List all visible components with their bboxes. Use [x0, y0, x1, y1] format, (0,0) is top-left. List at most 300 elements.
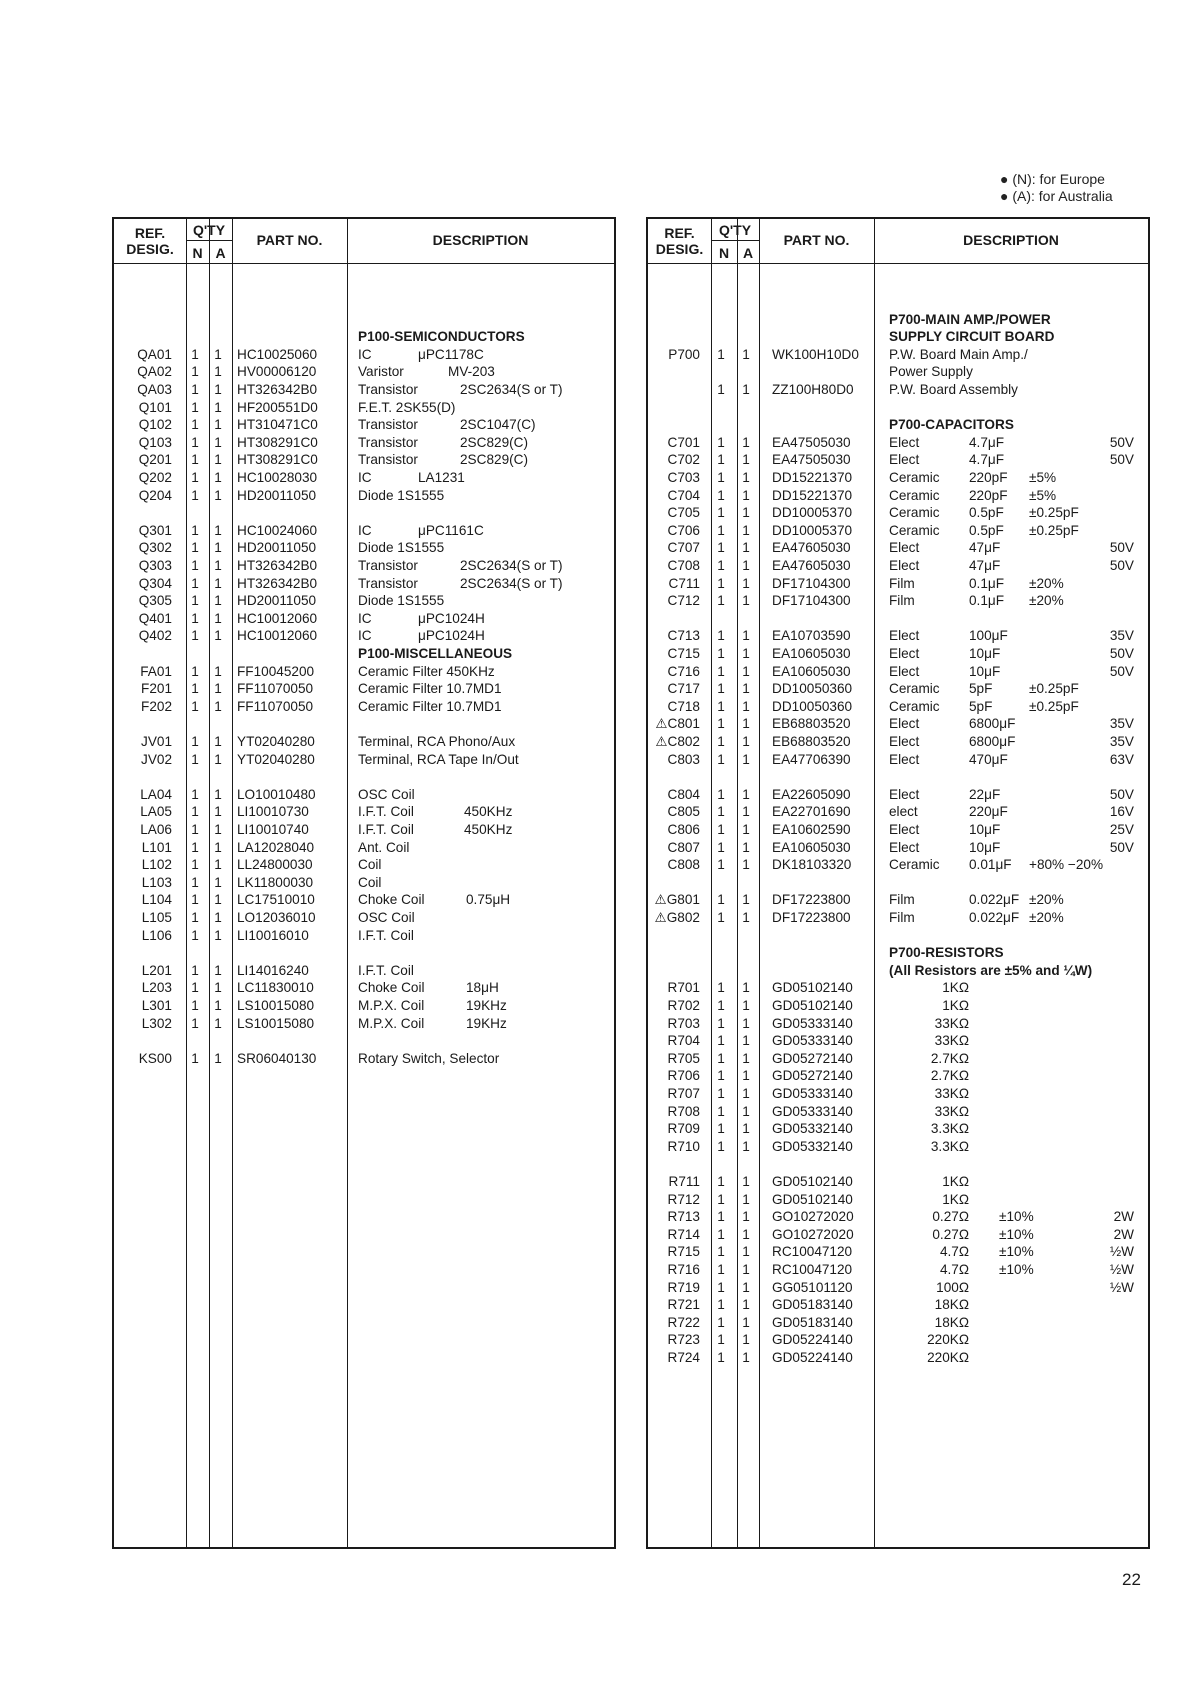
qty-a: 1 — [214, 470, 222, 485]
table-row — [114, 346, 614, 364]
description-part: 220KΩ — [927, 1350, 969, 1365]
description-part: ±20% — [1029, 910, 1064, 925]
section-heading — [648, 944, 1148, 962]
ref-designator: R701 — [667, 980, 700, 996]
section-title: SUPPLY CIRCUIT BOARD — [889, 329, 1055, 345]
qty-a: 1 — [742, 382, 750, 397]
description-part: ½W — [1109, 1262, 1134, 1277]
description-part: Diode 1S1555 — [358, 593, 445, 609]
qty-n: 1 — [191, 734, 199, 749]
ref-designator: R711 — [668, 1174, 700, 1189]
qty-a: 1 — [742, 839, 750, 855]
table-row — [648, 1226, 1148, 1244]
ref-designator: C705 — [667, 505, 700, 521]
qty-a: 1 — [742, 751, 750, 767]
qty-a: 1 — [742, 452, 750, 468]
ref-designator: L103 — [141, 874, 172, 890]
part-number: EA47706390 — [772, 751, 851, 767]
table-row — [648, 557, 1148, 575]
table-row — [648, 751, 1148, 769]
part-number: GD05333140 — [772, 1086, 853, 1101]
qty-n: 1 — [191, 698, 199, 714]
table-row — [648, 909, 1148, 927]
ref-designator: R702 — [667, 998, 700, 1013]
qty-n: 1 — [191, 1015, 199, 1031]
qty-a: 1 — [742, 346, 750, 362]
part-number: GD05333140 — [772, 1015, 853, 1031]
description-part: Ceramic — [889, 470, 940, 485]
table-row — [114, 451, 614, 469]
ref-designator: KS00 — [138, 1050, 172, 1066]
qty-n: 1 — [191, 593, 199, 609]
qty-n: 1 — [717, 1244, 725, 1260]
qty-n: 1 — [191, 927, 199, 943]
qty-a: 1 — [214, 346, 222, 362]
table-row — [114, 803, 614, 821]
part-number: DD10005370 — [772, 522, 853, 538]
part-number: LI10010740 — [237, 822, 309, 837]
description-part: 35V — [1109, 734, 1134, 749]
description-part: Transistor — [358, 575, 418, 591]
part-number: EA47505030 — [772, 452, 851, 468]
description-part: 220pF — [969, 487, 1008, 503]
ref-designator: R705 — [667, 1050, 700, 1066]
description-part: F.E.T. 2SK55(D) — [358, 399, 456, 415]
ref-designator: C713 — [667, 628, 700, 644]
header-qty-a: A — [215, 245, 226, 261]
description-part: 2.7KΩ — [930, 1068, 969, 1084]
description-part: IC — [358, 610, 372, 626]
table-row — [114, 997, 614, 1015]
part-number: GD05332140 — [772, 1138, 853, 1154]
ref-designator: Q101 — [138, 399, 172, 415]
description-part: 0.5pF — [969, 522, 1004, 538]
ref-designator: ⚠G801 — [654, 892, 700, 908]
table-row — [114, 856, 614, 874]
table-row — [648, 1103, 1148, 1121]
qty-n: 1 — [191, 1050, 199, 1066]
table-row — [648, 592, 1148, 610]
qty-a: 1 — [214, 980, 222, 996]
header-ref-line1: REF. — [664, 225, 695, 241]
qty-a: 1 — [742, 1244, 750, 1260]
part-number: GD05224140 — [772, 1350, 853, 1365]
table-row — [648, 733, 1148, 751]
description-part: 25V — [1109, 822, 1134, 837]
description-part: ±10% — [999, 1262, 1034, 1277]
ref-designator: C716 — [667, 663, 700, 679]
qty-n: 1 — [717, 751, 725, 767]
qty-a: 1 — [214, 822, 222, 837]
qty-a: 1 — [742, 698, 750, 714]
qty-n: 1 — [717, 980, 725, 996]
description-part: 10μF — [969, 839, 1001, 855]
ref-designator: R721 — [667, 1297, 700, 1313]
description-part: Transistor — [358, 558, 418, 573]
part-number: GD05333140 — [772, 1033, 853, 1049]
part-number: EA47605030 — [772, 540, 851, 556]
ref-designator: Q103 — [138, 434, 172, 450]
qty-a: 1 — [742, 1350, 750, 1365]
section-heading — [648, 328, 1148, 346]
description-part: Transistor — [358, 417, 418, 433]
table-row — [648, 575, 1148, 593]
part-number: LI14016240 — [237, 962, 309, 978]
part-number: LO12036010 — [237, 910, 316, 925]
qty-n: 1 — [191, 610, 199, 626]
part-number: RC10047120 — [772, 1262, 853, 1277]
section-title: P700-CAPACITORS — [889, 417, 1014, 433]
part-number: FF11070050 — [237, 681, 314, 697]
part-number: DF17223800 — [772, 892, 851, 908]
part-number: GD05183140 — [772, 1314, 853, 1330]
qty-a: 1 — [742, 734, 750, 749]
qty-a: 1 — [214, 804, 222, 820]
ref-designator: C704 — [667, 487, 700, 503]
ref-designator: ⚠G802 — [654, 910, 700, 925]
table-row — [648, 451, 1148, 469]
table-row — [114, 891, 614, 909]
table-row — [648, 698, 1148, 716]
ref-designator: Q402 — [138, 628, 172, 644]
description-part: Transistor — [358, 382, 418, 397]
table-row — [648, 680, 1148, 698]
part-number: HT326342B0 — [237, 575, 318, 591]
qty-n: 1 — [191, 470, 199, 485]
description-part: 63V — [1109, 751, 1134, 767]
table-row — [114, 627, 614, 645]
description-part: Ceramic Filter 10.7MD1 — [358, 698, 502, 714]
ref-designator: R704 — [667, 1033, 700, 1049]
description-part: 5pF — [969, 698, 993, 714]
table-row — [114, 557, 614, 575]
ref-designator: LA06 — [140, 822, 172, 837]
part-number: LC11830010 — [237, 980, 314, 996]
qty-n: 1 — [191, 874, 199, 890]
qty-a: 1 — [742, 910, 750, 925]
description-part: ±5% — [1029, 470, 1057, 485]
description-part: 470μF — [969, 751, 1008, 767]
qty-a: 1 — [742, 1191, 750, 1207]
part-number: DD15221370 — [772, 470, 853, 485]
description-part: 450KHz — [464, 804, 513, 820]
qty-n: 1 — [191, 540, 199, 556]
qty-a: 1 — [214, 839, 222, 855]
part-number: YT02040280 — [237, 734, 315, 749]
ref-designator: Q202 — [138, 470, 172, 485]
header-ref — [114, 225, 186, 257]
qty-n: 1 — [191, 962, 199, 978]
qty-n: 1 — [191, 751, 199, 767]
description-part: 18μH — [466, 980, 499, 996]
ref-designator: R716 — [667, 1262, 700, 1277]
ref-designator: L203 — [141, 980, 172, 996]
description-part: 1KΩ — [942, 1191, 969, 1207]
header-qty-n: N — [192, 245, 203, 261]
description-part: 3.3KΩ — [930, 1138, 969, 1154]
qty-n: 1 — [717, 1050, 725, 1066]
part-number: GG05101120 — [772, 1279, 853, 1295]
ref-designator: C707 — [667, 540, 700, 556]
description-part: ±0.25pF — [1029, 681, 1079, 697]
description-part: 2SC1047(C) — [460, 417, 536, 433]
description-part: Power Supply — [889, 364, 973, 380]
header-rule — [648, 263, 1148, 264]
description-part: ±10% — [999, 1244, 1034, 1260]
description-part: 33KΩ — [934, 1015, 969, 1031]
qty-n: 1 — [717, 628, 725, 644]
description-part: 10μF — [969, 663, 1001, 679]
ref-designator: L201 — [141, 962, 172, 978]
part-number: DD10050360 — [772, 698, 853, 714]
table-row — [114, 839, 614, 857]
description-part: 10μF — [969, 646, 1001, 661]
qty-n: 1 — [191, 558, 199, 573]
table-row — [648, 663, 1148, 681]
qty-n: 1 — [191, 522, 199, 538]
qty-n: 1 — [191, 628, 199, 644]
part-number: HC10025060 — [237, 346, 318, 362]
part-number: ZZ100H80D0 — [772, 382, 854, 397]
header-description: DESCRIPTION — [432, 232, 529, 248]
part-number: GD05272140 — [772, 1050, 853, 1066]
qty-a: 1 — [742, 1226, 750, 1242]
header-description: DESCRIPTION — [963, 232, 1059, 248]
description-part: Ceramic Filter 10.7MD1 — [358, 681, 502, 697]
section-heading — [648, 962, 1148, 980]
description-part: 2SC829(C) — [460, 452, 528, 468]
description-part: 220KΩ — [927, 1332, 969, 1348]
description-part: 3.3KΩ — [930, 1121, 969, 1137]
description-part: 450KHz — [464, 822, 513, 837]
part-number: DF17104300 — [772, 575, 851, 591]
qty-n: 1 — [717, 505, 725, 521]
table-row — [114, 821, 614, 839]
qty-a: 1 — [214, 558, 222, 573]
table-row — [648, 504, 1148, 522]
qty-a: 1 — [742, 1033, 750, 1049]
description-part: LA1231 — [418, 470, 465, 485]
part-number: HC10024060 — [237, 522, 318, 538]
header-qty-a: A — [742, 245, 754, 261]
table-row — [114, 1050, 614, 1068]
part-number: EA47605030 — [772, 558, 851, 573]
qty-a: 1 — [742, 1314, 750, 1330]
description-part: 50V — [1109, 558, 1134, 573]
qty-a: 1 — [742, 487, 750, 503]
section-heading — [648, 311, 1148, 329]
table-row — [648, 1191, 1148, 1209]
part-number: HD20011050 — [237, 540, 317, 556]
description-part: 18KΩ — [934, 1297, 969, 1313]
part-number: HT308291C0 — [237, 434, 318, 450]
ref-designator: R714 — [667, 1226, 700, 1242]
qty-n: 1 — [717, 1015, 725, 1031]
part-number: LL24800030 — [237, 857, 313, 873]
description-part: IC — [358, 346, 372, 362]
ref-designator: F202 — [141, 698, 172, 714]
qty-a: 1 — [742, 1015, 750, 1031]
qty-n: 1 — [191, 839, 199, 855]
header-ref-line2: DESIG. — [126, 241, 174, 257]
table-row — [648, 803, 1148, 821]
table-row — [114, 786, 614, 804]
part-number: HC10028030 — [237, 470, 318, 485]
qty-a: 1 — [214, 998, 222, 1013]
qty-n: 1 — [717, 1174, 725, 1189]
qty-a: 1 — [742, 1209, 750, 1225]
qty-a: 1 — [742, 558, 750, 573]
qty-n: 1 — [717, 786, 725, 802]
table-row — [648, 487, 1148, 505]
description-part: 50V — [1109, 786, 1134, 802]
part-number: EB68803520 — [772, 734, 851, 749]
qty-a: 1 — [214, 927, 222, 943]
description-part: M.P.X. Coil — [358, 1015, 425, 1031]
description-part: Varistor — [358, 364, 404, 380]
description-part: Elect — [889, 716, 920, 732]
qty-a: 1 — [742, 434, 750, 450]
part-number: HC10012060 — [237, 610, 318, 626]
description-part: 100Ω — [936, 1279, 969, 1295]
table-row — [114, 487, 614, 505]
description-part: 50V — [1109, 452, 1134, 468]
section-title: P100-SEMICONDUCTORS — [358, 329, 525, 345]
qty-n: 1 — [191, 575, 199, 591]
qty-a: 1 — [214, 910, 222, 925]
description-part: ±0.25pF — [1029, 522, 1079, 538]
header-qty-n: N — [718, 245, 730, 261]
qty-a: 1 — [214, 399, 222, 415]
description-part: 33KΩ — [934, 1033, 969, 1049]
description-part: 47μF — [969, 540, 1001, 556]
part-number: DD15221370 — [772, 487, 853, 503]
ref-designator: C708 — [667, 558, 700, 573]
description-part: 4.7μF — [969, 452, 1005, 468]
table-row — [114, 751, 614, 769]
description-part: ±10% — [999, 1209, 1034, 1225]
description-part: 2SC2634(S or T) — [460, 558, 563, 573]
qty-n: 1 — [717, 1103, 725, 1119]
part-number: DK18103320 — [772, 857, 852, 873]
section-heading — [648, 416, 1148, 434]
header-ref — [648, 225, 711, 257]
header-qty: Q'TY — [718, 222, 752, 238]
qty-n: 1 — [191, 663, 199, 679]
part-number: GD05183140 — [772, 1297, 853, 1313]
qty-a: 1 — [742, 1103, 750, 1119]
table-row — [114, 927, 614, 945]
table-row — [114, 698, 614, 716]
qty-n: 1 — [717, 892, 725, 908]
description-part: 6800μF — [969, 716, 1016, 732]
description-part: Elect — [889, 434, 920, 450]
description-part: P.W. Board Main Amp./ — [889, 346, 1028, 362]
table-row — [648, 381, 1148, 399]
description-part: 0.75μH — [466, 892, 511, 908]
part-number: GD05102140 — [772, 998, 853, 1013]
qty-a: 1 — [214, 417, 222, 433]
description-part: Ceramic — [889, 681, 940, 697]
qty-n: 1 — [717, 434, 725, 450]
part-number: LA12028040 — [237, 839, 315, 855]
part-number: LI10010730 — [237, 804, 309, 820]
description-part: 1KΩ — [942, 998, 969, 1013]
ref-designator: JV01 — [141, 734, 172, 749]
description-part: Elect — [889, 839, 920, 855]
part-number: FF10045200 — [237, 663, 315, 679]
part-number: HV00006120 — [237, 364, 317, 380]
description-part: IC — [358, 470, 372, 485]
legend-europe: ● (N): for Europe — [1000, 171, 1105, 187]
qty-a: 1 — [742, 1086, 750, 1101]
qty-n: 1 — [717, 857, 725, 873]
part-number: EA10602590 — [772, 822, 851, 837]
qty-a: 1 — [742, 980, 750, 996]
header-ref-line1: REF. — [134, 225, 166, 241]
qty-a: 1 — [742, 1138, 750, 1154]
description-part: 220pF — [969, 470, 1008, 485]
description-part: μPC1024H — [418, 628, 485, 644]
description-part: ½W — [1109, 1244, 1134, 1260]
qty-a: 1 — [742, 505, 750, 521]
qty-a: 1 — [742, 522, 750, 538]
ref-designator: QA02 — [137, 364, 172, 380]
qty-n: 1 — [717, 382, 725, 397]
ref-designator: Q304 — [138, 575, 172, 591]
part-number: GO10272020 — [772, 1226, 854, 1242]
qty-a: 1 — [742, 822, 750, 837]
description-part: Transistor — [358, 452, 418, 468]
description-part: MV-203 — [448, 364, 495, 380]
qty-a: 1 — [214, 962, 222, 978]
table-row — [114, 909, 614, 927]
description-part: 33KΩ — [934, 1103, 969, 1119]
qty-a: 1 — [214, 610, 222, 626]
description-part: Diode 1S1555 — [358, 540, 445, 556]
table-row — [114, 610, 614, 628]
description-part: 50V — [1109, 540, 1134, 556]
qty-n: 1 — [191, 998, 199, 1013]
ref-designator: Q302 — [138, 540, 172, 556]
description-part: Coil — [358, 874, 382, 890]
part-number: HT310471C0 — [237, 417, 318, 433]
description-part: Terminal, RCA Phono/Aux — [358, 734, 516, 749]
qty-n: 1 — [717, 1209, 725, 1225]
table-row — [114, 469, 614, 487]
part-number: HD20011050 — [237, 487, 317, 503]
description-part: Choke Coil — [358, 892, 425, 908]
description-part: 33KΩ — [934, 1086, 969, 1101]
qty-a: 1 — [742, 575, 750, 591]
qty-a: 1 — [214, 575, 222, 591]
table-row — [648, 1279, 1148, 1297]
qty-a: 1 — [742, 646, 750, 661]
ref-designator: P700 — [668, 346, 700, 362]
ref-designator: R713 — [667, 1209, 700, 1225]
part-number: HT308291C0 — [237, 452, 318, 468]
table-row — [648, 363, 1148, 381]
description-part: Film — [889, 593, 915, 609]
qty-n: 1 — [717, 1262, 725, 1277]
part-number: HF200551D0 — [237, 399, 318, 415]
qty-n: 1 — [717, 452, 725, 468]
qty-a: 1 — [214, 681, 222, 697]
header-part-no: PART NO. — [783, 232, 850, 248]
ref-designator: C702 — [667, 452, 700, 468]
table-row — [648, 715, 1148, 733]
qty-n: 1 — [717, 346, 725, 362]
